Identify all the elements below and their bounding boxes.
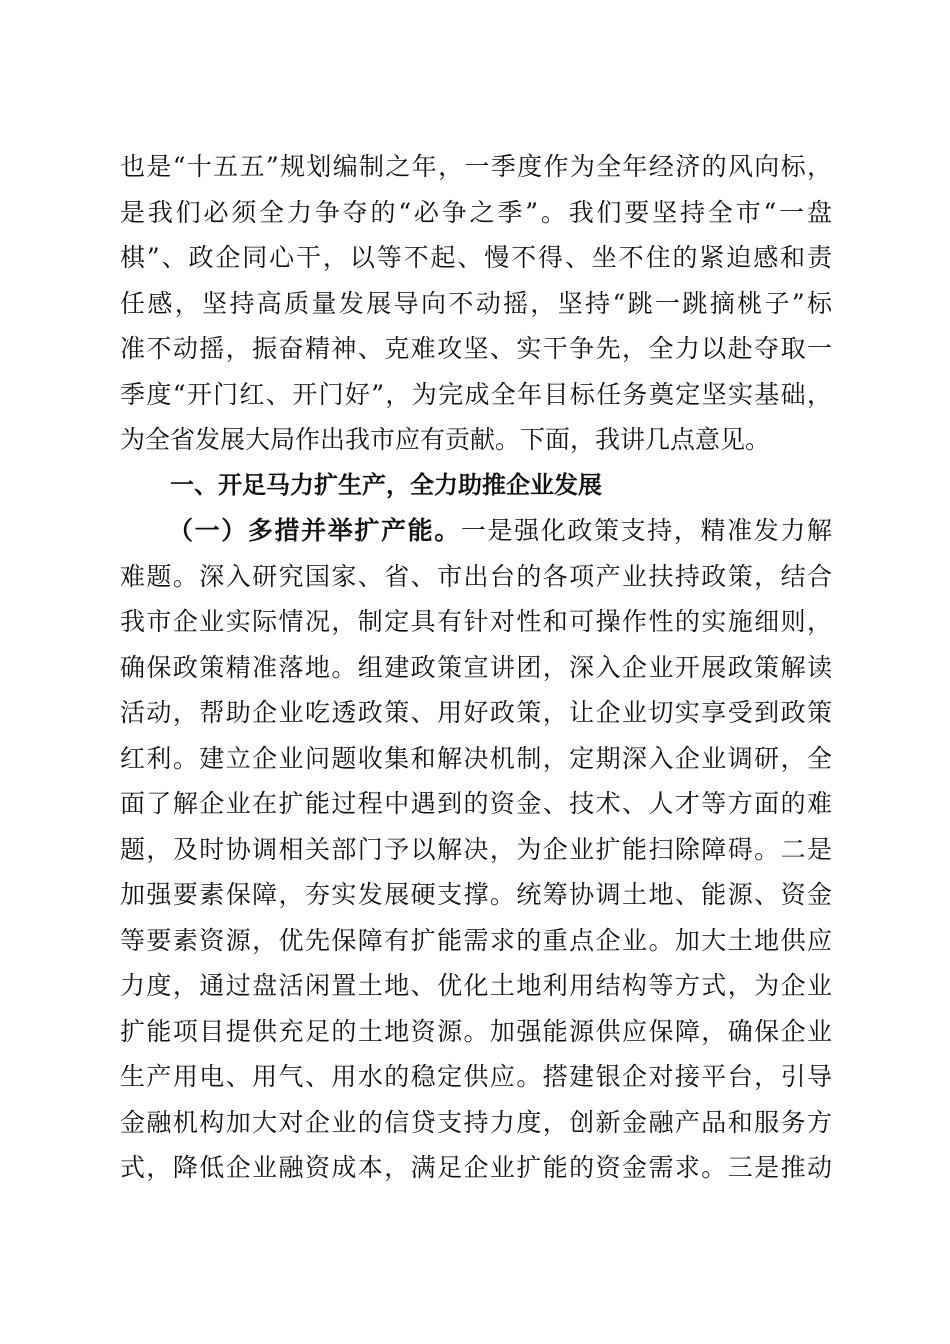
body-line-9: 等要素资源，优先保障有扩能需求的重点企业。加大土地供应 — [120, 925, 832, 955]
body-line-8: 加强要素保障，夯实发展硬支撑。统筹协调土地、能源、资金 — [120, 880, 832, 909]
body-line-2: 我市企业实际情况，制定具有针对性和可操作性的实施细则， — [120, 607, 832, 636]
body-line-10: 力度，通过盘活闲置土地、优化土地利用结构等方式，为企业 — [120, 971, 832, 1000]
subsection-title: （一）多措并举扩产能。 — [168, 516, 461, 545]
intro-line-1: 也是“十五五”规划编制之年，一季度作为全年经济的风向标， — [120, 152, 832, 181]
subsection-first-line — [120, 508, 832, 554]
intro-line-7: 为全省发展大局作出我市应有贡献。下面，我讲几点意见。 — [120, 425, 771, 454]
body-line-5: 红利。建立企业问题收集和解决机制，定期深入企业调研，全 — [120, 743, 832, 773]
body-line-13: 金融机构加大对企业的信贷支持力度，创新金融产品和服务方 — [120, 1107, 832, 1137]
intro-line-5: 准不动摇，振奋精神、克难攻坚、实干争先，全力以赴夺取一 — [120, 334, 832, 363]
body-line-11: 扩能项目提供充足的土地资源。加强能源供应保障，确保企业 — [120, 1016, 832, 1046]
body-line-1: 难题。深入研究国家、省、市出台的各项产业扶持政策，结合 — [120, 561, 832, 591]
intro-line-4: 任感，坚持高质量发展导向不动摇，坚持“跳一跳摘桃子”标 — [120, 288, 832, 318]
intro-line-3: 棋”、政企同心干，以等不起、慢不得、坐不住的紧迫感和责 — [120, 243, 832, 272]
body-line-3: 确保政策精准落地。组建政策宣讲团，深入企业开展政策解读 — [120, 652, 832, 682]
body-line-4: 活动，帮助企业吃透政策、用好政策，让企业切实享受到政策 — [120, 698, 832, 727]
section-heading: 一、开足马力扩生产，全力助推企业发展 — [170, 470, 602, 499]
body-line-6: 面了解企业在扩能过程中遇到的资金、技术、人才等方面的难 — [120, 789, 832, 818]
body-line-7: 题，及时协调相关部门予以解决，为企业扩能扫除障碍。二是 — [120, 834, 832, 864]
intro-line-2: 是我们必须全力争夺的“必争之季”。我们要坚持全市“一盘 — [120, 197, 832, 227]
document-body — [120, 144, 832, 1191]
body-line-12: 生产用电、用气、用水的稳定供应。搭建银企对接平台，引导 — [120, 1062, 832, 1091]
intro-line-6: 季度“开门红、开门好”，为完成全年目标任务奠定坚实基础， — [120, 379, 832, 409]
subsection-first-line-rest: 一是强化政策支持，精准发力解 — [460, 516, 832, 545]
body-line-14: 式，降低企业融资成本，满足企业扩能的资金需求。三是推动 — [120, 1153, 832, 1182]
